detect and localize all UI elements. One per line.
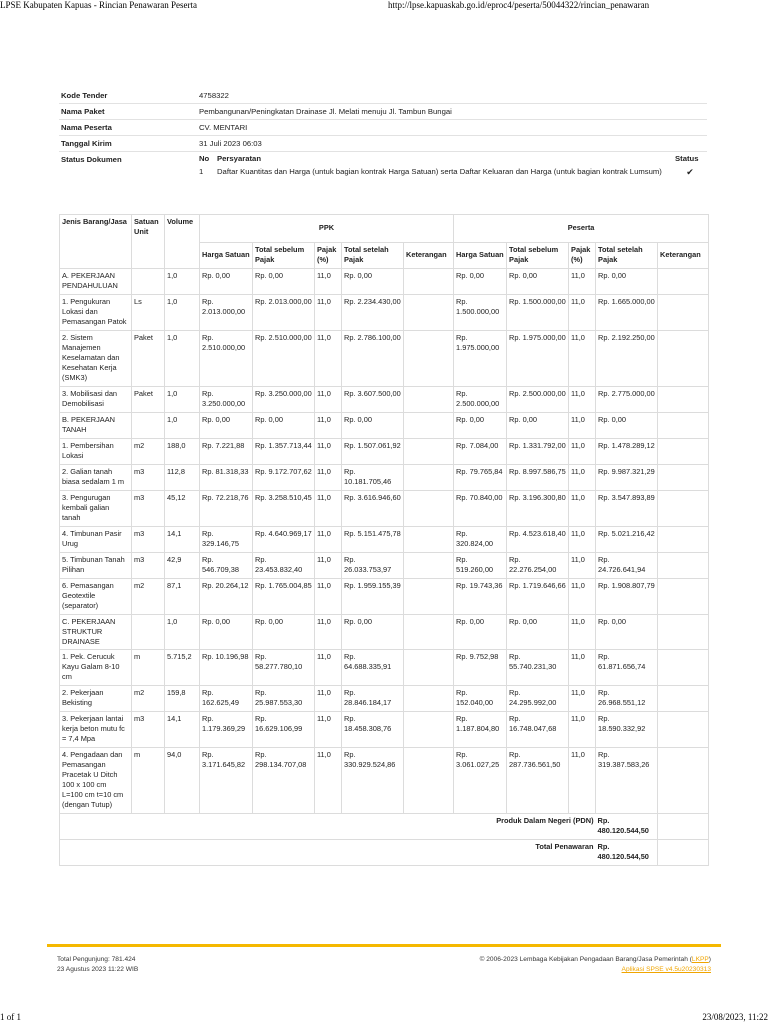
cell-peserta-keterangan: [658, 412, 709, 438]
cell-peserta-harga-satuan: Rp. 19.743,36: [454, 578, 507, 614]
cell-ppk-total-setelah: Rp. 3.616.946,60: [342, 490, 404, 526]
cell-peserta-total-setelah: Rp. 0,00: [596, 412, 658, 438]
cell-ppk-total-sebelum: Rp. 298.134.707,08: [253, 748, 315, 814]
cell-peserta-total-setelah: Rp. 0,00: [596, 268, 658, 294]
table-row: [60, 614, 709, 650]
cell-jenis: 2. Galian tanah biasa sedalam 1 m: [60, 464, 132, 490]
cell-peserta-keterangan: [658, 578, 709, 614]
cell-ppk-pajak: 11,0: [315, 552, 342, 578]
cell-satuan: m3: [132, 464, 165, 490]
cell-peserta-total-sebelum: Rp. 1.975.000,00: [507, 330, 569, 386]
cell-peserta-total-setelah: Rp. 24.726.641,94: [596, 552, 658, 578]
cell-ppk-keterangan: [404, 438, 454, 464]
cell-peserta-pajak: 11,0: [569, 650, 596, 686]
header-ppk-total-sebelum: Total sebelum Pajak: [253, 243, 315, 269]
header-ppk-keterangan: Keterangan: [404, 243, 454, 269]
doc-no: 1: [199, 167, 204, 176]
cell-peserta-total-sebelum: Rp. 0,00: [507, 412, 569, 438]
doc-header-persyaratan: Persyaratan: [217, 154, 262, 163]
cell-jenis: 1. Pengukuran Lokasi dan Pemasangan Patok: [60, 294, 132, 330]
cell-ppk-total-sebelum: Rp. 0,00: [253, 268, 315, 294]
cell-ppk-harga-satuan: Rp. 0,00: [200, 268, 253, 294]
cell-ppk-total-setelah: Rp. 1.959.155,39: [342, 578, 404, 614]
cell-volume: 94,0: [165, 748, 200, 814]
total-label: Total Penawaran: [60, 840, 596, 866]
cell-satuan: m2: [132, 686, 165, 712]
cell-peserta-total-setelah: Rp. 1.665.000,00: [596, 294, 658, 330]
print-footer-page: 1 of 1: [0, 1012, 21, 1022]
cell-peserta-harga-satuan: Rp. 70.840,00: [454, 490, 507, 526]
cell-ppk-total-setelah: Rp. 0,00: [342, 268, 404, 294]
footer-accent-bar: [47, 944, 721, 947]
cell-ppk-harga-satuan: Rp. 1.179.369,29: [200, 712, 253, 748]
status-dokumen-table: [197, 152, 707, 180]
cell-ppk-harga-satuan: Rp. 2.510.000,00: [200, 330, 253, 386]
cell-peserta-keterangan: [658, 268, 709, 294]
cell-peserta-total-setelah: Rp. 2.775.000,00: [596, 386, 658, 412]
pdn-row: [60, 814, 709, 840]
header-ppk-total-setelah: Total setelah Pajak: [342, 243, 404, 269]
cell-volume: 1,0: [165, 268, 200, 294]
nama-peserta-label: Nama Peserta: [59, 120, 197, 136]
lkpp-link[interactable]: LKPP: [691, 956, 709, 963]
cell-peserta-pajak: 11,0: [569, 386, 596, 412]
header-ppk: PPK: [200, 215, 454, 243]
cell-peserta-total-sebelum: Rp. 0,00: [507, 268, 569, 294]
cell-peserta-total-sebelum: Rp. 287.736.561,50: [507, 748, 569, 814]
cell-ppk-pajak: 11,0: [315, 386, 342, 412]
cell-jenis: 6. Pemasangan Geotextile (separator): [60, 578, 132, 614]
cell-ppk-pajak: 11,0: [315, 464, 342, 490]
table-row: [60, 464, 709, 490]
header-volume: Volume: [165, 215, 200, 269]
cell-peserta-total-setelah: Rp. 3.547.893,89: [596, 490, 658, 526]
cell-peserta-total-sebelum: Rp. 1.500.000,00: [507, 294, 569, 330]
cell-peserta-keterangan: [658, 614, 709, 650]
tender-info-table: [59, 88, 707, 180]
cell-volume: 1,0: [165, 330, 200, 386]
cell-ppk-pajak: 11,0: [315, 526, 342, 552]
cell-ppk-harga-satuan: Rp. 72.218,76: [200, 490, 253, 526]
cell-satuan: m2: [132, 438, 165, 464]
table-row: [60, 552, 709, 578]
cell-peserta-pajak: 11,0: [569, 712, 596, 748]
table-row: [60, 748, 709, 814]
cell-ppk-harga-satuan: Rp. 0,00: [200, 614, 253, 650]
cell-peserta-total-sebelum: Rp. 4.523.618,40: [507, 526, 569, 552]
cell-jenis: 4. Timbunan Pasir Urug: [60, 526, 132, 552]
cell-ppk-total-setelah: Rp. 3.607.500,00: [342, 386, 404, 412]
cell-peserta-harga-satuan: Rp. 1.975.000,00: [454, 330, 507, 386]
cell-ppk-pajak: 11,0: [315, 268, 342, 294]
cell-peserta-harga-satuan: Rp. 0,00: [454, 614, 507, 650]
footer-right: [480, 955, 711, 975]
cell-peserta-total-sebelum: Rp. 8.997.586,75: [507, 464, 569, 490]
doc-header-no: No: [199, 154, 210, 163]
header-peserta-pajak: Pajak (%): [569, 243, 596, 269]
cell-satuan: [132, 412, 165, 438]
cell-peserta-keterangan: [658, 712, 709, 748]
table-row: [60, 578, 709, 614]
check-icon: ✔: [686, 167, 694, 177]
cell-ppk-keterangan: [404, 748, 454, 814]
cell-satuan: Paket: [132, 330, 165, 386]
cell-volume: 5.715,2: [165, 650, 200, 686]
cell-volume: 1,0: [165, 614, 200, 650]
cell-volume: 14,1: [165, 712, 200, 748]
cell-jenis: 3. Mobilisasi dan Demobilisasi: [60, 386, 132, 412]
doc-header-status: Status: [675, 154, 699, 163]
table-row: [60, 386, 709, 412]
cell-peserta-harga-satuan: Rp. 0,00: [454, 412, 507, 438]
cell-peserta-total-setelah: Rp. 18.590.332,92: [596, 712, 658, 748]
cell-peserta-total-sebelum: Rp. 0,00: [507, 614, 569, 650]
cell-ppk-keterangan: [404, 578, 454, 614]
total-row: [60, 840, 709, 866]
cell-peserta-harga-satuan: Rp. 9.752,98: [454, 650, 507, 686]
cell-peserta-pajak: 11,0: [569, 464, 596, 490]
kode-tender-label: Kode Tender: [59, 88, 197, 104]
cell-peserta-total-setelah: Rp. 2.192.250,00: [596, 330, 658, 386]
cell-volume: 14,1: [165, 526, 200, 552]
cell-jenis: C. PEKERJAAN STRUKTUR DRAINASE: [60, 614, 132, 650]
cell-peserta-keterangan: [658, 464, 709, 490]
cell-ppk-pajak: 11,0: [315, 438, 342, 464]
cell-peserta-total-setelah: Rp. 319.387.583,26: [596, 748, 658, 814]
cell-satuan: [132, 614, 165, 650]
cell-peserta-harga-satuan: Rp. 152.040,00: [454, 686, 507, 712]
table-row: [60, 330, 709, 386]
cell-ppk-keterangan: [404, 650, 454, 686]
status-dokumen-label: Status Dokumen: [61, 155, 122, 164]
cell-satuan: m3: [132, 712, 165, 748]
cell-ppk-keterangan: [404, 526, 454, 552]
cell-jenis: 2. Pekerjaan Bekisting: [60, 686, 132, 712]
header-satuan: Satuan Unit: [132, 215, 165, 269]
cell-satuan: m: [132, 650, 165, 686]
cell-ppk-harga-satuan: Rp. 10.196,98: [200, 650, 253, 686]
cell-peserta-pajak: 11,0: [569, 330, 596, 386]
cell-ppk-pajak: 11,0: [315, 650, 342, 686]
cell-ppk-keterangan: [404, 686, 454, 712]
cell-ppk-total-sebelum: Rp. 23.453.832,40: [253, 552, 315, 578]
app-version-link[interactable]: Aplikasi SPSE v4.5u20230313: [621, 965, 711, 973]
cell-ppk-keterangan: [404, 712, 454, 748]
cell-ppk-harga-satuan: Rp. 0,00: [200, 412, 253, 438]
copyright: © 2006-2023 Lembaga Kebijakan Pengadaan Barang/Jasa Pemerintah (LKPP): [479, 956, 711, 963]
cell-volume: 45,12: [165, 490, 200, 526]
cell-ppk-keterangan: [404, 412, 454, 438]
cell-ppk-keterangan: [404, 294, 454, 330]
cell-peserta-pajak: 11,0: [569, 686, 596, 712]
cell-ppk-total-sebelum: Rp. 25.987.553,30: [253, 686, 315, 712]
cell-peserta-pajak: 11,0: [569, 294, 596, 330]
doc-persyaratan: Daftar Kuantitas dan Harga (untuk bagian kontrak Harga Satuan) serta Daftar Keluaran dan Harga (untuk bagian kontrak Lumsum): [217, 167, 662, 176]
header-jenis: Jenis Barang/Jasa: [60, 215, 132, 269]
cell-ppk-pajak: 11,0: [315, 490, 342, 526]
cell-volume: 1,0: [165, 412, 200, 438]
cell-satuan: m3: [132, 526, 165, 552]
cell-ppk-harga-satuan: Rp. 20.264,12: [200, 578, 253, 614]
cell-ppk-keterangan: [404, 490, 454, 526]
cell-ppk-harga-satuan: Rp. 3.171.645,82: [200, 748, 253, 814]
cell-ppk-total-setelah: Rp. 5.151.475,78: [342, 526, 404, 552]
cell-ppk-pajak: 11,0: [315, 578, 342, 614]
cell-peserta-total-sebelum: Rp. 16.748.047,68: [507, 712, 569, 748]
cell-ppk-keterangan: [404, 614, 454, 650]
cell-peserta-pajak: 11,0: [569, 268, 596, 294]
cell-peserta-total-sebelum: Rp. 22.276.254,00: [507, 552, 569, 578]
cell-peserta-pajak: 11,0: [569, 578, 596, 614]
cell-peserta-harga-satuan: Rp. 3.061.027,25: [454, 748, 507, 814]
cell-peserta-harga-satuan: Rp. 7.084,00: [454, 438, 507, 464]
cell-ppk-pajak: 11,0: [315, 614, 342, 650]
cell-jenis: B. PEKERJAAN TANAH: [60, 412, 132, 438]
cell-volume: 1,0: [165, 294, 200, 330]
cell-ppk-total-sebelum: Rp. 16.629.106,99: [253, 712, 315, 748]
cell-satuan: m3: [132, 490, 165, 526]
cell-jenis: 1. Pek. Cerucuk Kayu Galam 8-10 cm: [60, 650, 132, 686]
cell-peserta-pajak: 11,0: [569, 490, 596, 526]
table-row: [60, 412, 709, 438]
cell-peserta-pajak: 11,0: [569, 552, 596, 578]
cell-peserta-keterangan: [658, 294, 709, 330]
cell-ppk-keterangan: [404, 330, 454, 386]
nama-paket-value: Pembangunan/Peningkatan Drainase Jl. Melati menuju Jl. Tambun Bungai: [197, 104, 707, 120]
footer-date: 23 Agustus 2023 11:22 WIB: [57, 965, 139, 973]
cell-ppk-total-setelah: Rp. 0,00: [342, 614, 404, 650]
cell-peserta-harga-satuan: Rp. 1.187.804,80: [454, 712, 507, 748]
table-row: [60, 294, 709, 330]
header-ppk-pajak: Pajak (%): [315, 243, 342, 269]
cell-peserta-keterangan: [658, 386, 709, 412]
cell-jenis: 3. Pekerjaan lantai kerja beton mutu fc = 7,4 Mpa: [60, 712, 132, 748]
cell-ppk-total-sebelum: Rp. 0,00: [253, 412, 315, 438]
nama-peserta-value: CV. MENTARI: [197, 120, 707, 136]
cell-ppk-total-setelah: Rp. 1.507.061,92: [342, 438, 404, 464]
rincian-penawaran-table: [59, 214, 709, 866]
cell-peserta-total-setelah: Rp. 61.871.656,74: [596, 650, 658, 686]
table-row: [60, 490, 709, 526]
cell-ppk-harga-satuan: Rp. 3.250.000,00: [200, 386, 253, 412]
cell-ppk-total-sebelum: Rp. 4.640.969,17: [253, 526, 315, 552]
cell-ppk-total-setelah: Rp. 330.929.524,86: [342, 748, 404, 814]
pdn-label: Produk Dalam Negeri (PDN): [60, 814, 596, 840]
cell-peserta-harga-satuan: Rp. 1.500.000,00: [454, 294, 507, 330]
cell-ppk-harga-satuan: Rp. 162.625,49: [200, 686, 253, 712]
cell-peserta-pajak: 11,0: [569, 614, 596, 650]
cell-ppk-harga-satuan: Rp. 81.318,33: [200, 464, 253, 490]
cell-peserta-total-setelah: Rp. 0,00: [596, 614, 658, 650]
cell-peserta-keterangan: [658, 490, 709, 526]
header-peserta: Peserta: [454, 215, 709, 243]
cell-jenis: 2. Sistem Manajemen Keselamatan dan Kesehatan Kerja (SMK3): [60, 330, 132, 386]
cell-ppk-total-sebelum: Rp. 1.765.004,85: [253, 578, 315, 614]
cell-ppk-total-sebelum: Rp. 1.357.713,44: [253, 438, 315, 464]
cell-ppk-harga-satuan: Rp. 7.221,88: [200, 438, 253, 464]
cell-satuan: m2: [132, 578, 165, 614]
cell-volume: 112,8: [165, 464, 200, 490]
kode-tender-value: 4758322: [197, 88, 707, 104]
cell-peserta-total-setelah: Rp. 1.908.807,79: [596, 578, 658, 614]
tanggal-kirim-value: 31 Juli 2023 06:03: [197, 136, 707, 152]
cell-volume: 1,0: [165, 386, 200, 412]
pdn-value: Rp. 480.120.544,50: [596, 814, 658, 840]
cell-ppk-total-setelah: Rp. 28.846.184,17: [342, 686, 404, 712]
cell-peserta-total-setelah: Rp. 26.968.551,12: [596, 686, 658, 712]
cell-jenis: A. PEKERJAAN PENDAHULUAN: [60, 268, 132, 294]
cell-peserta-harga-satuan: Rp. 2.500.000,00: [454, 386, 507, 412]
cell-peserta-harga-satuan: Rp. 519.260,00: [454, 552, 507, 578]
cell-ppk-total-sebelum: Rp. 2.013.000,00: [253, 294, 315, 330]
cell-jenis: 3. Pengurugan kembali galian tanah: [60, 490, 132, 526]
cell-peserta-keterangan: [658, 686, 709, 712]
cell-peserta-total-sebelum: Rp. 24.295.992,00: [507, 686, 569, 712]
cell-satuan: m: [132, 748, 165, 814]
cell-peserta-keterangan: [658, 748, 709, 814]
cell-ppk-total-sebelum: Rp. 9.172.707,62: [253, 464, 315, 490]
cell-ppk-pajak: 11,0: [315, 412, 342, 438]
cell-peserta-total-sebelum: Rp. 3.196.300,80: [507, 490, 569, 526]
cell-volume: 159,8: [165, 686, 200, 712]
doc-row: [197, 165, 707, 180]
cell-jenis: 4. Pengadaan dan Pemasangan Pracetak U Ditch 100 x 100 cm L=100 cm t=10 cm (dengan Tutup): [60, 748, 132, 814]
cell-jenis: 1. Pembersihan Lokasi: [60, 438, 132, 464]
cell-peserta-harga-satuan: Rp. 320.824,00: [454, 526, 507, 552]
cell-peserta-total-setelah: Rp. 1.478.289,12: [596, 438, 658, 464]
print-header-url: http://lpse.kapuaskab.go.id/eproc4/peserta/50044322/rincian_penawaran: [388, 0, 650, 10]
cell-peserta-pajak: 11,0: [569, 526, 596, 552]
cell-peserta-total-sebelum: Rp. 1.331.792,00: [507, 438, 569, 464]
cell-peserta-pajak: 11,0: [569, 438, 596, 464]
cell-peserta-pajak: 11,0: [569, 748, 596, 814]
cell-ppk-total-sebelum: Rp. 3.250.000,00: [253, 386, 315, 412]
cell-ppk-pajak: 11,0: [315, 686, 342, 712]
header-ppk-harga-satuan: Harga Satuan: [200, 243, 253, 269]
cell-ppk-keterangan: [404, 552, 454, 578]
cell-ppk-total-sebelum: Rp. 3.258.510,45: [253, 490, 315, 526]
cell-satuan: m3: [132, 552, 165, 578]
header-peserta-harga-satuan: Harga Satuan: [454, 243, 507, 269]
cell-peserta-keterangan: [658, 330, 709, 386]
cell-jenis: 5. Timbunan Tanah Pilihan: [60, 552, 132, 578]
cell-peserta-harga-satuan: Rp. 0,00: [454, 268, 507, 294]
cell-ppk-keterangan: [404, 268, 454, 294]
cell-peserta-keterangan: [658, 526, 709, 552]
header-peserta-keterangan: Keterangan: [658, 243, 709, 269]
table-row: [60, 268, 709, 294]
cell-ppk-harga-satuan: Rp. 2.013.000,00: [200, 294, 253, 330]
cell-ppk-total-sebelum: Rp. 2.510.000,00: [253, 330, 315, 386]
header-peserta-total-sebelum: Total sebelum Pajak: [507, 243, 569, 269]
cell-peserta-total-setelah: Rp. 9.987.321,29: [596, 464, 658, 490]
header-peserta-total-setelah: Total setelah Pajak: [596, 243, 658, 269]
total-value: Rp. 480.120.544,50: [596, 840, 658, 866]
cell-ppk-pajak: 11,0: [315, 330, 342, 386]
cell-volume: 188,0: [165, 438, 200, 464]
cell-ppk-pajak: 11,0: [315, 712, 342, 748]
cell-ppk-total-setelah: Rp. 26.033.753,97: [342, 552, 404, 578]
cell-peserta-keterangan: [658, 552, 709, 578]
cell-ppk-total-setelah: Rp. 64.688.335,91: [342, 650, 404, 686]
print-footer-datetime: 23/08/2023, 11:22: [702, 1012, 768, 1022]
cell-peserta-total-sebelum: Rp. 1.719.646,66: [507, 578, 569, 614]
cell-peserta-keterangan: [658, 438, 709, 464]
table-row: [60, 650, 709, 686]
table-row: [60, 438, 709, 464]
nama-paket-label: Nama Paket: [59, 104, 197, 120]
table-row: [60, 526, 709, 552]
cell-peserta-total-sebelum: Rp. 2.500.000,00: [507, 386, 569, 412]
print-header-title: LPSE Kabupaten Kapuas - Rincian Penawaran Peserta: [0, 0, 197, 10]
cell-satuan: Paket: [132, 386, 165, 412]
cell-peserta-pajak: 11,0: [569, 412, 596, 438]
cell-ppk-total-setelah: Rp. 2.234.430,00: [342, 294, 404, 330]
cell-ppk-total-setelah: Rp. 10.181.705,46: [342, 464, 404, 490]
cell-ppk-harga-satuan: Rp. 329.146,75: [200, 526, 253, 552]
cell-ppk-pajak: 11,0: [315, 748, 342, 814]
visitor-count: Total Pengunjung: 781.424: [57, 956, 136, 963]
cell-ppk-keterangan: [404, 386, 454, 412]
cell-peserta-harga-satuan: Rp. 79.765,84: [454, 464, 507, 490]
table-row: [60, 686, 709, 712]
cell-peserta-keterangan: [658, 650, 709, 686]
cell-satuan: Ls: [132, 294, 165, 330]
cell-ppk-total-sebelum: Rp. 58.277.780,10: [253, 650, 315, 686]
cell-ppk-total-setelah: Rp. 18.458.308,76: [342, 712, 404, 748]
cell-peserta-total-setelah: Rp. 5.021.216,42: [596, 526, 658, 552]
cell-volume: 42,9: [165, 552, 200, 578]
cell-ppk-pajak: 11,0: [315, 294, 342, 330]
cell-ppk-total-setelah: Rp. 0,00: [342, 412, 404, 438]
cell-satuan: [132, 268, 165, 294]
table-body: [60, 268, 709, 813]
cell-peserta-total-sebelum: Rp. 55.740.231,30: [507, 650, 569, 686]
cell-ppk-harga-satuan: Rp. 546.709,38: [200, 552, 253, 578]
table-row: [60, 712, 709, 748]
footer-left: [57, 955, 138, 975]
cell-ppk-keterangan: [404, 464, 454, 490]
cell-ppk-total-setelah: Rp. 2.786.100,00: [342, 330, 404, 386]
tanggal-kirim-label: Tanggal Kirim: [59, 136, 197, 152]
cell-volume: 87,1: [165, 578, 200, 614]
cell-ppk-total-sebelum: Rp. 0,00: [253, 614, 315, 650]
